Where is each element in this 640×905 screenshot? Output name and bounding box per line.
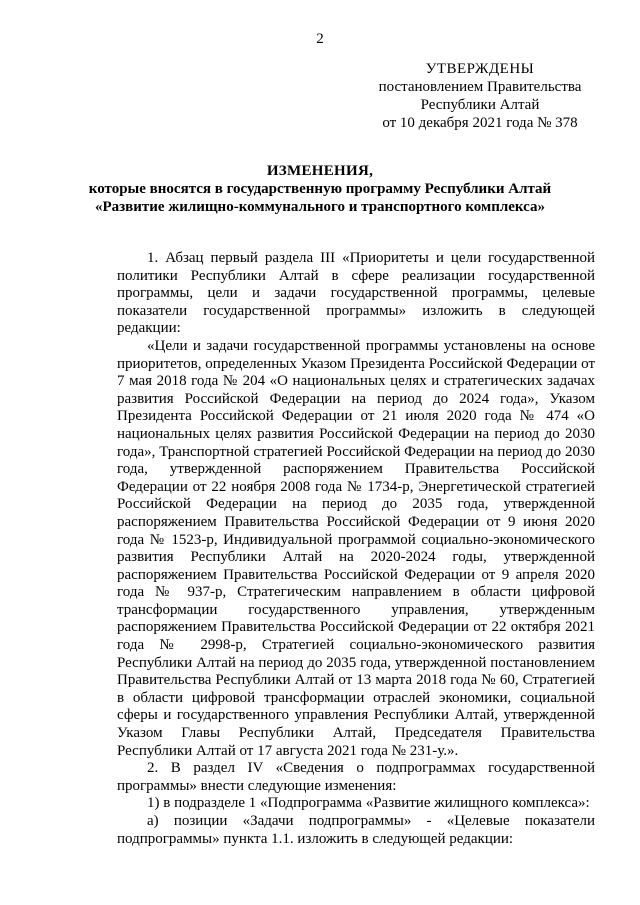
approval-line-3: от 10 декабря 2021 года № 378	[382, 115, 578, 131]
document-body	[117, 250, 595, 848]
paragraph-3: 2. В раздел IV «Сведения о подпрограммах государственной программы» внести следующие изменения:	[117, 760, 595, 794]
approval-line-2: Республики Алтай	[420, 97, 540, 113]
document-subtitle-2: «Развитие жилищно-коммунального и транспортного комплекса»	[94, 199, 546, 215]
document-title: ИЗМЕНЕНИЯ,	[266, 163, 374, 179]
document-heading	[60, 162, 580, 216]
paragraph-5: а) позиции «Задачи подпрограммы» - «Целевые показатели подпрограммы» пункта 1.1. изложить в следующей редакции:	[117, 813, 595, 847]
document-subtitle-1: которые вносятся в государственную программу Республики Алтай	[88, 181, 552, 197]
paragraph-1: 1. Абзац первый раздела III «Приоритеты и цели государственной политики Республики Алтай в сфере реализации государственной программы, цели и задачи государственной программы, целевые показатели государственной программы» изложить в следующей редакции:	[117, 250, 595, 337]
paragraph-2: «Цели и задачи государственной программы установлены на основе приоритетов, определенных Указом Президента Российской Федерации от 7 мая 2018 года № 204 «О национальных целях и стратегических задачах развития Российской Федерации на период до 2024 года», Указом Президента Российской Федерации от 21 июля 2020 года № 474 «О национальных целях развития Российской Федерации на период до 2030 года», Транспортной стратегией Российской Федерации на период до 2030 года, утвержденной распоряжением Правительства Российской Федерации от 22 ноября 2008 года № 1734-р, Энергетической стратегией Российской Федерации на период до 2035 года, утвержденной распоряжением Правительства Российской Федерации от 9 июня 2020 года № 1523-р, Индивидуальной программой социально-экономического развития Республики Алтай на 2020-2024 годы, утвержденной распоряжением Правительства Российской Федерации от 9 апреля 2020 года № 937-р, Стратегическим направлением в области цифровой трансформации государственного управления, утвержденным распоряжением Правительства Российской Федерации от 22 октября 2021 года № 2998-р, Стратегией социально-экономического развития Республики Алтай на период до 2035 года, утвержденной постановлением Правительства Республики Алтай от 13 марта 2018 года № 60, Стратегией в области цифровой трансформации отраслей экономики, социальной сферы и государственного управления Республики Алтай, утвержденной Указом Главы Республики Алтай, Председателя Правительства Республики Алтай от 17 августа 2021 года № 231-у.».	[117, 337, 595, 759]
approval-title: УТВЕРЖДЕНЫ	[425, 61, 535, 77]
approval-line-1: постановлением Правительства	[378, 79, 582, 95]
paragraph-4: 1) в подразделе 1 «Подпрограмма «Развитие жилищного комплекса»:	[147, 795, 590, 812]
page-number: 2	[316, 31, 324, 47]
approval-stamp	[370, 60, 590, 132]
